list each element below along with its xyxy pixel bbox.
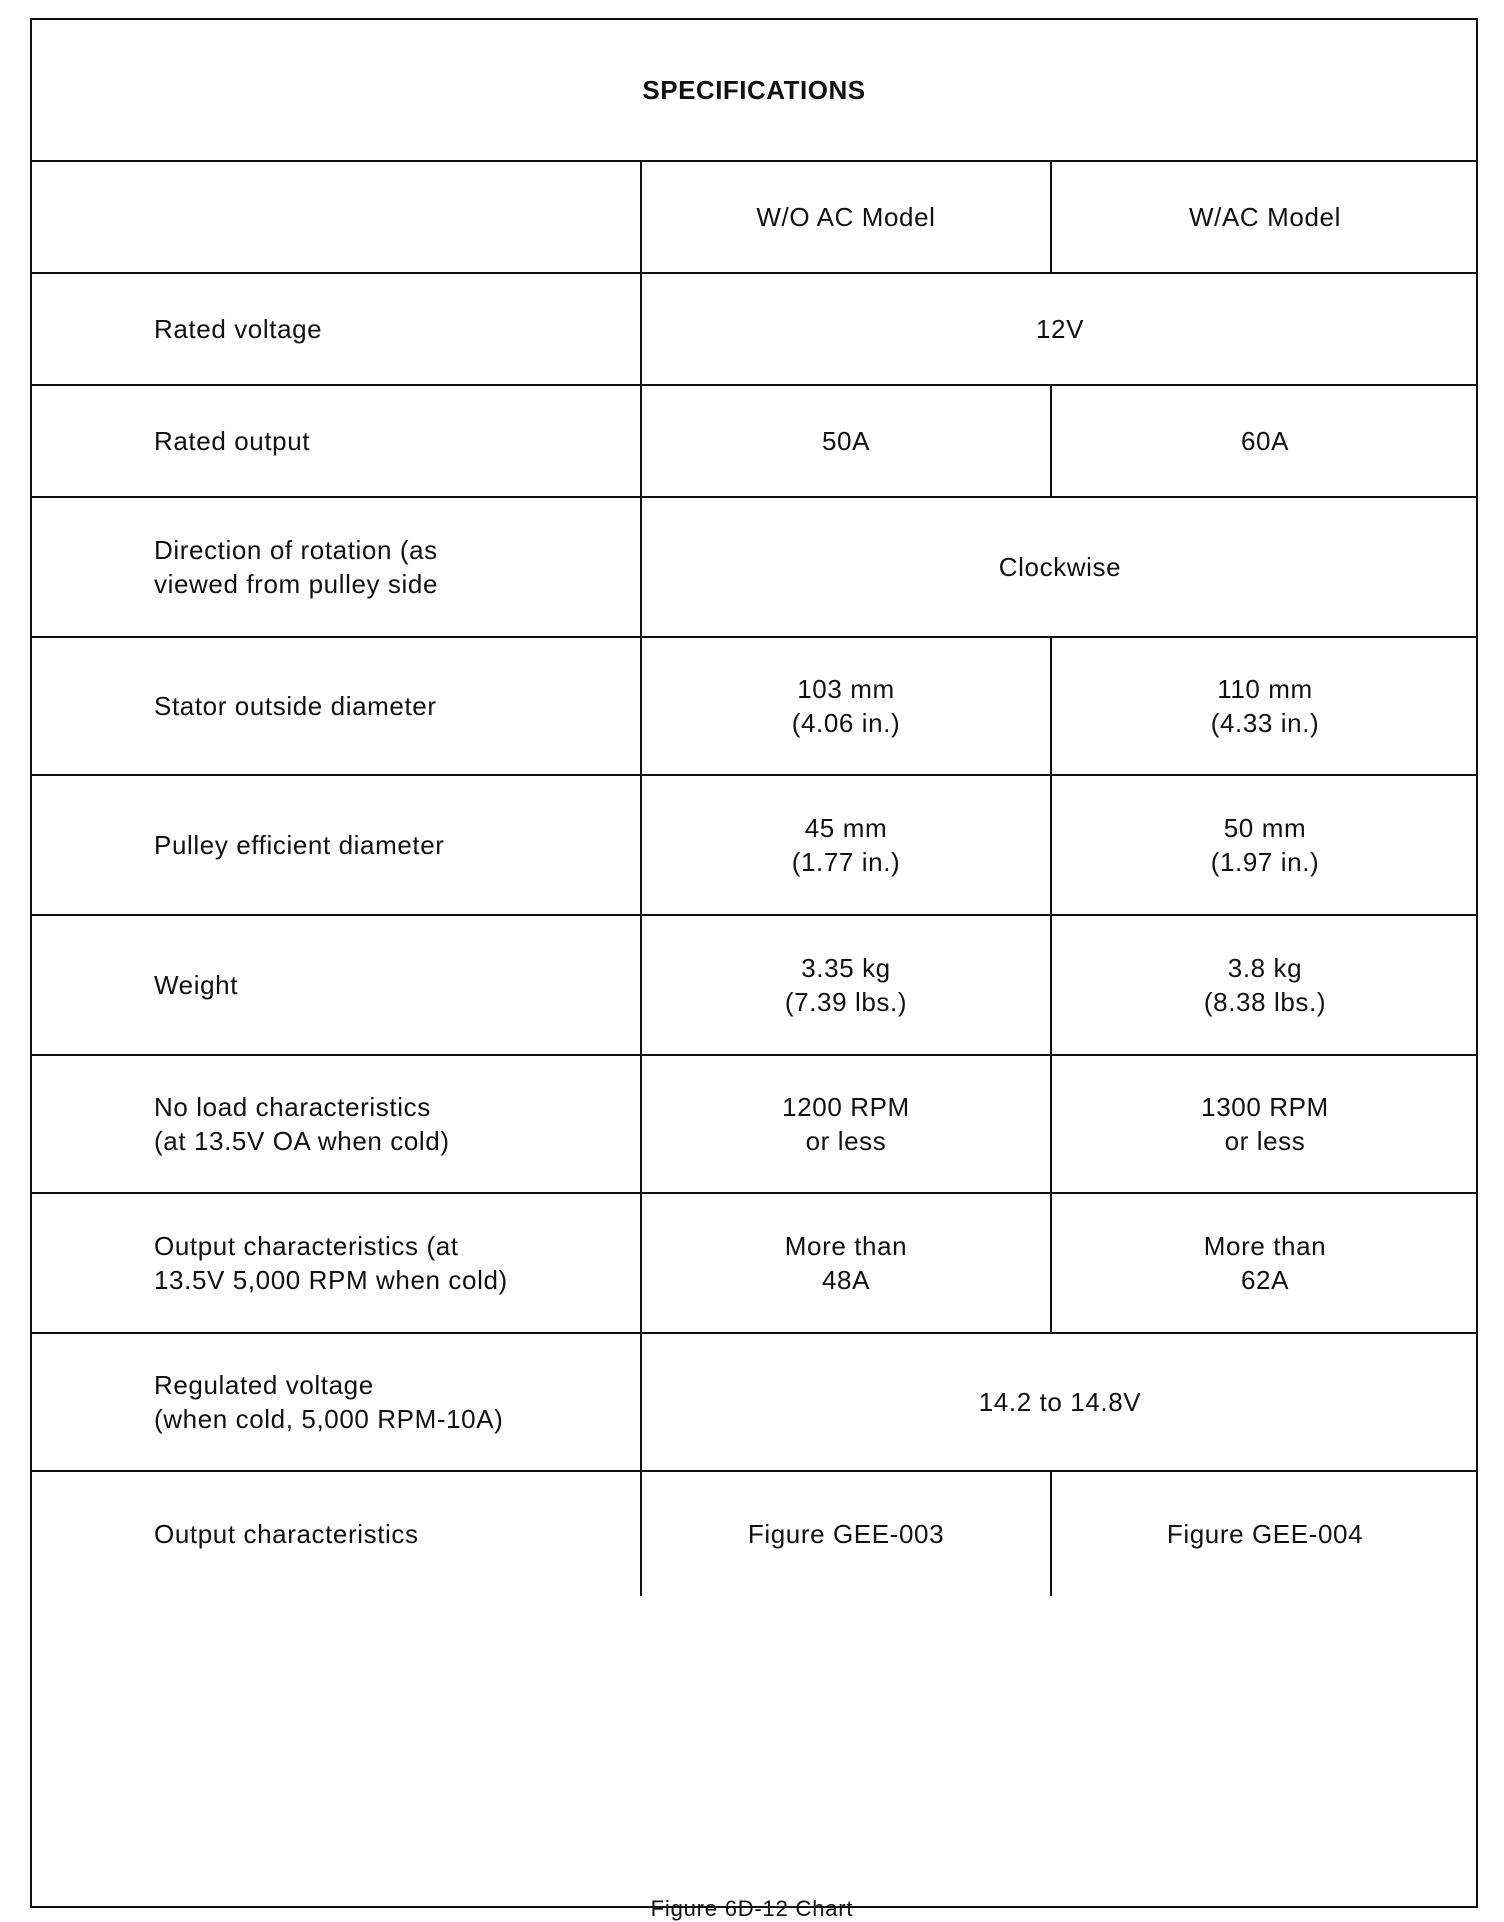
label-line: Output characteristics (at	[154, 1231, 459, 1261]
table-row-output-figures	[32, 1472, 1476, 1906]
row-label	[32, 1334, 642, 1470]
label-line: Direction of rotation (as	[154, 535, 438, 565]
row-label	[32, 498, 642, 636]
row-label: Weight	[32, 916, 642, 1054]
no-load-w-ac	[1052, 1056, 1478, 1192]
output-char-w-ac	[1052, 1194, 1478, 1332]
row-label	[32, 1056, 642, 1192]
row-label: Pulley efficient diameter	[32, 776, 642, 914]
value-line: 110 mm	[1217, 674, 1313, 704]
value-line: 62A	[1240, 1265, 1290, 1295]
row-label: Output characteristics	[32, 1472, 642, 1596]
value-line: (8.38 lbs.)	[1203, 987, 1327, 1017]
value-line: 3.35 kg	[801, 953, 891, 983]
value-line: More than	[1203, 1231, 1327, 1261]
label-line: (when cold, 5,000 RPM-10A)	[154, 1404, 504, 1434]
table-row-stator	[32, 638, 1476, 776]
stator-w-ac	[1052, 638, 1478, 774]
rated-output-w-ac: 60A	[1240, 426, 1290, 456]
value-line: 50 mm	[1223, 813, 1307, 843]
row-label	[32, 1194, 642, 1332]
output-figure-wo-ac: Figure GEE-003	[642, 1472, 1052, 1596]
pulley-wo-ac	[642, 776, 1052, 914]
value-line: (1.97 in.)	[1210, 847, 1320, 877]
weight-wo-ac	[642, 916, 1052, 1054]
weight-w-ac	[1052, 916, 1478, 1054]
table-row-no-load	[32, 1056, 1476, 1194]
value-line: or less	[1224, 1126, 1306, 1156]
value-line: More than	[784, 1231, 908, 1261]
table-row-rotation	[32, 498, 1476, 638]
value-line: 48A	[821, 1265, 871, 1295]
value-line: 1200 RPM	[782, 1092, 910, 1122]
value-line: (7.39 lbs.)	[784, 987, 908, 1017]
header-w-ac-model: W/AC Model	[1189, 202, 1341, 232]
stator-wo-ac	[642, 638, 1052, 774]
value-line: 3.8 kg	[1227, 953, 1303, 983]
table-row-rated-voltage	[32, 274, 1476, 386]
specifications-table	[30, 18, 1478, 1908]
value-line: 1300 RPM	[1201, 1092, 1329, 1122]
table-row-weight	[32, 916, 1476, 1056]
value-line: (1.77 in.)	[791, 847, 901, 877]
rated-output-wo-ac: 50A	[642, 386, 1052, 496]
value-line: (4.06 in.)	[791, 708, 901, 738]
table-title: SPECIFICATIONS	[32, 20, 1476, 162]
table-header-row	[32, 162, 1476, 274]
pulley-w-ac	[1052, 776, 1478, 914]
header-wo-ac-model: W/O AC Model	[642, 162, 1052, 272]
label-line: 13.5V 5,000 RPM when cold)	[154, 1265, 508, 1295]
row-label: Rated output	[32, 386, 642, 496]
row-label: Stator outside diameter	[32, 638, 642, 774]
table-row-rated-output	[32, 386, 1476, 498]
output-char-wo-ac	[642, 1194, 1052, 1332]
value-line: 45 mm	[804, 813, 888, 843]
rated-voltage-value: 12V	[1035, 314, 1085, 344]
regulated-voltage-value: 14.2 to 14.8V	[978, 1387, 1142, 1417]
table-row-pulley	[32, 776, 1476, 916]
label-line: No load characteristics	[154, 1092, 431, 1122]
value-line: (4.33 in.)	[1210, 708, 1320, 738]
row-label: Rated voltage	[32, 274, 642, 384]
label-line: viewed from pulley side	[154, 569, 439, 599]
output-figure-w-ac: Figure GEE-004	[1166, 1519, 1364, 1549]
table-row-regulated-voltage	[32, 1334, 1476, 1472]
value-line: 103 mm	[797, 674, 895, 704]
label-line: Regulated voltage	[154, 1370, 374, 1400]
label-line: (at 13.5V OA when cold)	[154, 1126, 450, 1156]
table-row-output-characteristics	[32, 1194, 1476, 1334]
header-empty-cell	[32, 162, 642, 272]
figure-caption: Figure 6D-12 Chart	[650, 1896, 854, 1921]
rotation-value: Clockwise	[998, 552, 1122, 582]
no-load-wo-ac	[642, 1056, 1052, 1192]
value-line: or less	[805, 1126, 887, 1156]
